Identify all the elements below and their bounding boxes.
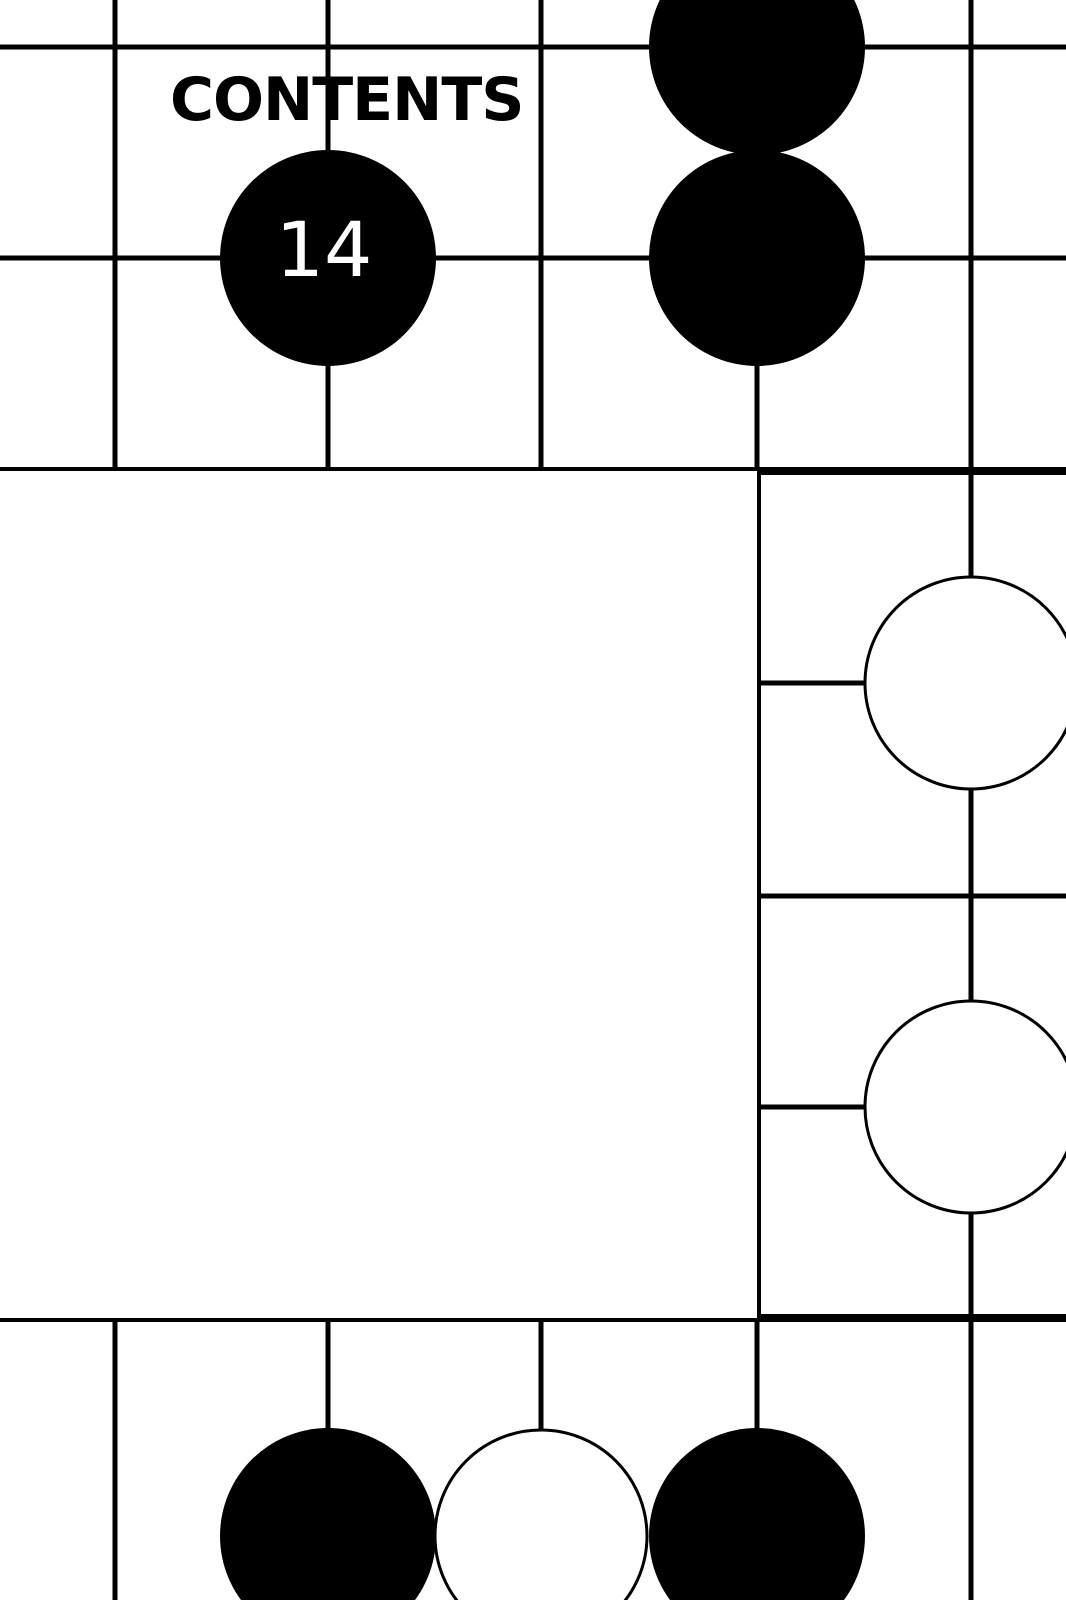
- black-stone: [649, 1428, 865, 1600]
- white-stone: [865, 577, 1066, 789]
- black-stone: [649, 150, 865, 366]
- volume-number: 14: [275, 205, 373, 294]
- page-title: CONTENTS: [170, 65, 524, 135]
- table-of-contents: [0, 471, 757, 1318]
- white-stone: [435, 1430, 647, 1600]
- white-stone: [865, 1001, 1066, 1213]
- black-stone: [220, 1428, 436, 1600]
- black-stone: [649, 0, 865, 155]
